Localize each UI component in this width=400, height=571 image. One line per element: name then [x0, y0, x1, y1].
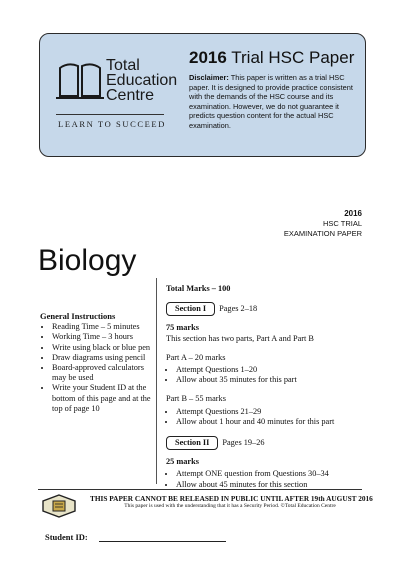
header-box — [39, 33, 366, 157]
logo-name: Total Education Centre — [106, 57, 178, 104]
exam-paper-label: EXAMINATION PAPER — [283, 229, 362, 238]
logo-divider — [56, 114, 164, 115]
section-2-item: • Attempt ONE question from Questions 30–34 — [176, 469, 366, 479]
instructions-heading: General Instructions — [40, 311, 116, 321]
section-1-description: This section has two parts, Part A and Part B — [166, 333, 314, 343]
instructions-list — [40, 322, 152, 414]
exam-type: HSC TRIAL — [322, 219, 362, 228]
part-b-list — [166, 407, 366, 427]
section-1-marks: 75 marks — [166, 323, 199, 333]
security-notice — [90, 494, 373, 509]
section-1-header — [166, 302, 366, 316]
column-divider — [156, 278, 157, 484]
part-b-item: • Allow about 1 hour and 40 minutes for this part — [176, 417, 366, 427]
instruction-item: • Write using black or blue pen — [52, 343, 152, 353]
part-a-list — [166, 365, 366, 385]
part-a-item: • Allow about 35 minutes for this part — [176, 375, 366, 385]
exam-identifier — [284, 209, 362, 239]
part-b-heading: Part B – 55 marks — [166, 394, 226, 404]
logo — [56, 56, 196, 141]
open-book-icon — [56, 60, 104, 100]
section-2-list — [166, 469, 366, 489]
instruction-item: • Working Time – 3 hours — [52, 332, 152, 342]
paper-title-text: Trial HSC Paper — [231, 48, 355, 67]
section-1-label: Section I — [166, 302, 215, 316]
part-a-heading: Part A – 20 marks — [166, 352, 226, 362]
instruction-item: • Draw diagrams using pencil — [52, 353, 152, 363]
part-b-item: • Attempt Questions 21–29 — [176, 407, 366, 417]
exam-year: 2016 — [344, 209, 362, 218]
paper-year: 2016 — [189, 48, 227, 67]
student-id-field[interactable] — [99, 541, 226, 542]
subject-title: Biology — [38, 244, 137, 277]
security-period-notice: This paper is used with the understanding that it has a Security Period. ©Total Education Centre — [124, 503, 336, 509]
student-id-label: Student ID: — [45, 532, 88, 542]
disclaimer — [189, 73, 359, 131]
section-2-pages: Pages 19–26 — [222, 438, 265, 448]
disclaimer-text: This paper is written as a trial HSC paper. It is designed to provide practice consistent with the demands of the HSC course and its examination. However, we do not guarantee it predicts question content for the actual HSC examination. — [189, 73, 353, 130]
logo-tagline: LEARN TO SUCCEED — [58, 119, 166, 129]
section-1-pages: Pages 2–18 — [219, 304, 258, 314]
instruction-item: • Reading Time – 5 minutes — [52, 322, 152, 332]
disclaimer-label: Disclaimer: — [189, 73, 229, 82]
section-2-label: Section II — [166, 436, 218, 450]
part-a-item: • Attempt Questions 1–20 — [176, 365, 366, 375]
footer-divider — [38, 489, 362, 490]
section-2-item: • Allow about 45 minutes for this section — [176, 480, 366, 490]
instruction-item: • Board-approved calculators may be used — [52, 363, 152, 383]
section-2-marks: 25 marks — [166, 457, 199, 467]
instruction-item: • Write your Student ID at the bottom of this page and at the top of page 10 — [52, 383, 152, 414]
security-badge-icon — [41, 494, 77, 518]
paper-title — [189, 48, 354, 68]
release-notice: THIS PAPER CANNOT BE RELEASED IN PUBLIC UNTIL AFTER 19th AUGUST 2016 — [90, 494, 373, 503]
section-2-header — [166, 436, 366, 450]
general-instructions — [40, 311, 152, 414]
total-marks: Total Marks – 100 — [166, 284, 231, 293]
exam-structure — [166, 284, 366, 490]
